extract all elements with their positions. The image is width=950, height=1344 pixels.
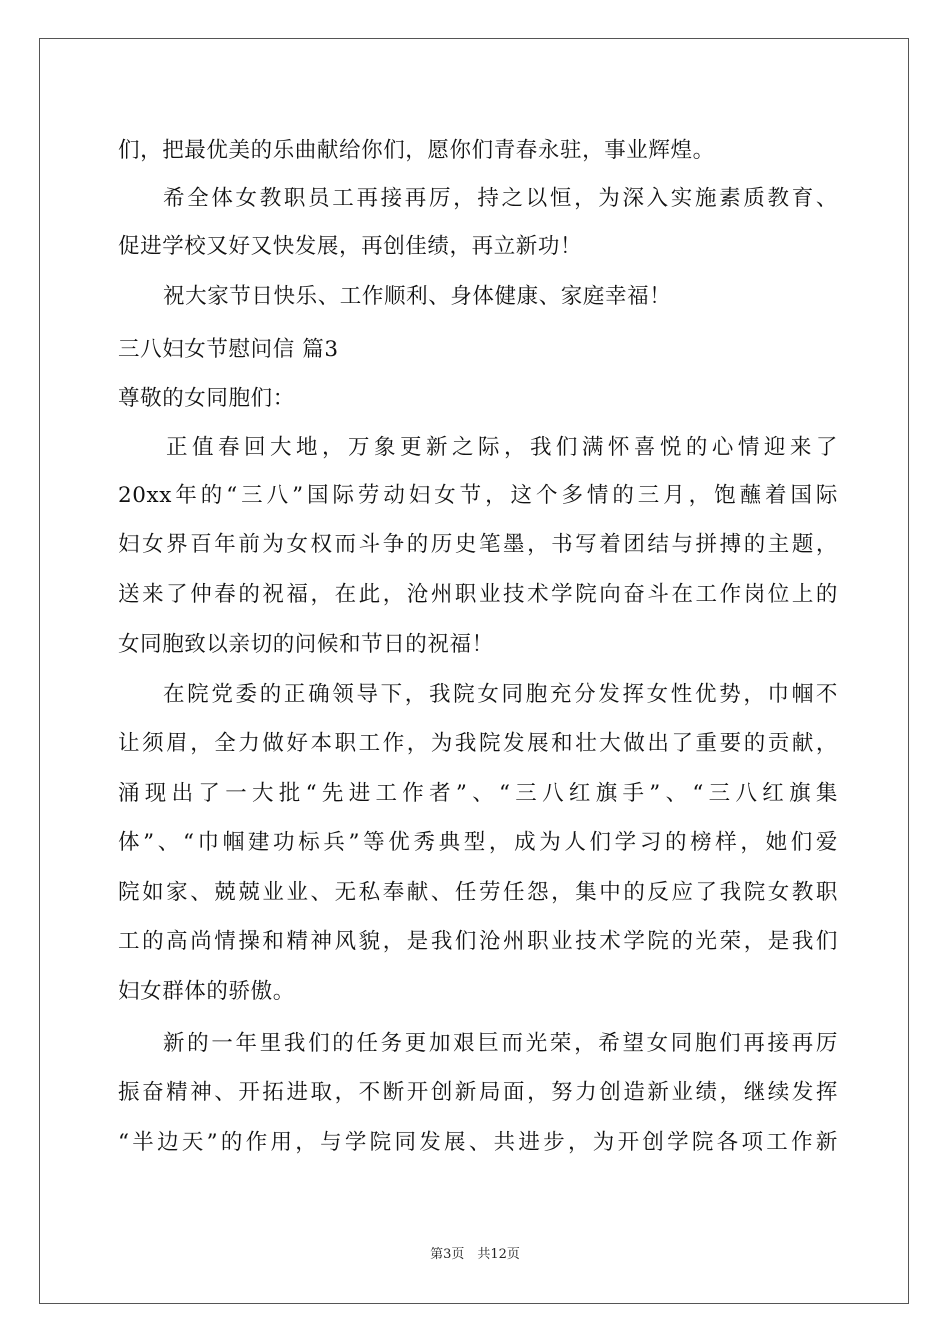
text-line: 女同胞致以亲切的问候和节日的祝福！ xyxy=(118,632,494,657)
salutation: 尊敬的女同胞们： xyxy=(118,386,295,411)
text-line: 妇女群体的骄傲。 xyxy=(118,979,295,1004)
text-line: 涌现出了一大批“先进工作者”、“三八红旗手”、“三八红旗集 xyxy=(118,781,838,806)
text-line: 让须眉，全力做好本职工作，为我院发展和壮大做出了重要的贡献， xyxy=(118,731,838,756)
text-line: 希全体女教职员工再接再厉，持之以恒，为深入实施素质教育、 xyxy=(163,186,838,211)
text-line: 20xx年的“三八”国际劳动妇女节，这个多情的三月，饱蘸着国际 xyxy=(118,483,838,508)
text-line: 送来了仲春的祝福，在此，沧州职业技术学院向奋斗在工作岗位上的 xyxy=(118,582,838,607)
page-border xyxy=(39,38,909,1304)
text-line: 工的高尚情操和精神风貌，是我们沧州职业技术学院的光荣，是我们 xyxy=(118,929,838,954)
text-line: 体”、“巾帼建功标兵”等优秀典型，成为人们学习的榜样，她们爱 xyxy=(118,830,838,855)
page-number-footer: 第3页 共12页 xyxy=(430,1247,520,1262)
text-line: 妇女界百年前为女权而斗争的历史笔墨，书写着团结与拼搏的主题， xyxy=(118,532,838,557)
text-line: 振奋精神、开拓进取，不断开创新局面，努力创造新业绩，继续发挥 xyxy=(118,1080,838,1105)
text-line: 院如家、兢兢业业、无私奉献、任劳任怨，集中的反应了我院女教职 xyxy=(118,880,838,905)
text-line: 正值春回大地，万象更新之际，我们满怀喜悦的心情迎来了 xyxy=(166,435,838,460)
section-heading: 三八妇女节慰问信 篇3 xyxy=(118,337,339,362)
text-line: 促进学校又好又快发展，再创佳绩，再立新功！ xyxy=(118,234,583,259)
text-line: “半边天”的作用，与学院同发展、共进步，为开创学院各项工作新 xyxy=(118,1130,838,1155)
text-line: 祝大家节日快乐、工作顺利、身体健康、家庭幸福！ xyxy=(163,284,672,309)
text-line: 们，把最优美的乐曲献给你们，愿你们青春永驻，事业辉煌。 xyxy=(118,138,715,163)
text-line: 新的一年里我们的任务更加艰巨而光荣，希望女同胞们再接再厉 xyxy=(163,1031,838,1056)
text-line: 在院党委的正确领导下，我院女同胞充分发挥女性优势，巾帼不 xyxy=(163,682,838,707)
